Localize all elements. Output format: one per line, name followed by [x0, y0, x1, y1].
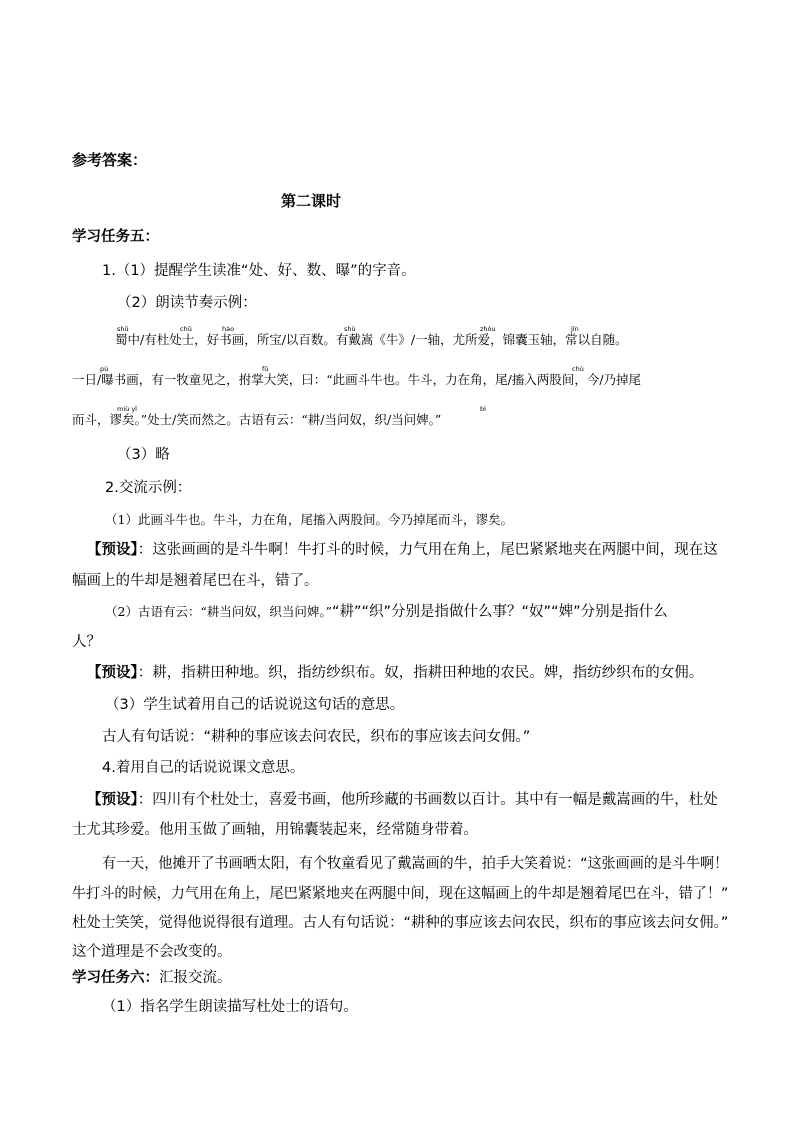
preset1-line2: 幅画上的牛却是翘着尾巴在斗，错了。	[72, 573, 319, 589]
poem-line-1: 蜀中/有杜处士，好书画，所宝/以百数。有戴嵩《牛》/一轴，尤所爱，锦囊玉轴，常以自随。	[115, 332, 628, 347]
task6-item1: （1）指名学生朗读描写杜处士的语句。	[102, 999, 358, 1015]
item2-2-quote: （2）古语有云：“耕当问奴，织当问婢。”	[105, 604, 332, 619]
pinyin-chu: chǔ	[180, 325, 192, 333]
lesson-title: 第二课时	[281, 192, 342, 210]
story-para-line4: 这个道理是不会改变的。	[72, 944, 232, 960]
pinyin-fu: fǔ	[262, 365, 269, 373]
pinyin-miu: miù yǐ	[117, 405, 137, 413]
item2-2-question: “耕”“织”分别是指做什么事？“奴”“婢”分别是指什么	[332, 604, 668, 620]
pinyin-chu2: chù	[572, 365, 584, 373]
preset4-line1	[87, 790, 718, 810]
saying-line: 古人有句话说：“耕种的事应该去问农民，织布的事应该去问女佣。”	[102, 729, 531, 745]
preset-label: 【预设】	[87, 665, 138, 681]
preset4-line2: 士尤其珍爱。他用玉做了画轴，用锦囊装起来，经常随身带着。	[72, 822, 478, 838]
preset1-line1	[87, 540, 718, 560]
story-para-line1: 有一天，他摊开了书画晒太阳，有个牧童看见了戴嵩画的牛，拍手大笑着说：“这张画画的是斗牛啊！	[102, 856, 729, 872]
task5-item2-2-cont: 人？	[72, 634, 101, 650]
answer-title: 参考答案：	[72, 151, 148, 169]
pinyin-shu: shǔ	[117, 325, 129, 333]
pinyin-jin: jǐn	[571, 325, 579, 333]
pinyin-pu: pù	[100, 365, 109, 373]
preset-label: 【预设】	[87, 792, 138, 808]
preset4-text-a: ：四川有个杜处士，喜爱书画，他所珍藏的书画数以百计。其中有一幅是戴嵩画的牛，杜处	[137, 792, 718, 808]
poem-line-2: 一日/曝书画，有一牧童见之，拊掌大笑，曰：“此画斗牛也。牛斗，力在角，尾/搐入两股间，今/乃掉尾	[72, 372, 642, 387]
pinyin-hao: hào	[222, 325, 235, 333]
task5-heading: 学习任务五：	[72, 229, 159, 245]
task5-item2-2	[105, 602, 668, 622]
task6-heading: 学习任务六：	[72, 970, 159, 986]
task5-item1-2: （2）朗读节奏示例：	[117, 295, 257, 311]
task5-item2: 2.交流示例：	[105, 480, 192, 496]
preset1-text-a: ：这张画画的是斗牛啊！牛打斗的时候，力气用在角上，尾巴紧紧地夹在两腿中间，现在这	[137, 542, 718, 558]
pinyin-zhou: zhóu	[480, 325, 496, 333]
task6-heading-rest: 汇报交流。	[159, 970, 232, 986]
preset2-line	[87, 663, 703, 683]
task5-item1-3: （3）略	[117, 447, 170, 463]
poem-line-3: 而斗，谬矣。”处士/笑而然之。古语有云：“耕/当问奴，织/当问婢。”	[72, 412, 442, 427]
story-para-line2: 牛打斗的时候，力气用在角上，尾巴紧紧地夹在两腿中间，现在这幅画上的牛却是翘着尾巴在斗，错了！”	[72, 886, 729, 902]
pinyin-shu2: shù	[344, 325, 356, 333]
task5-item2-3: （3）学生试着用自己的话说说这句话的意思。	[105, 697, 405, 713]
story-para-line3: 杜处士笑笑，觉得他说得很有道理。古人有句话说：“耕种的事应该去问农民，织布的事应该去问女佣。”	[72, 915, 729, 931]
task5-item1-1: 1.（1）提醒学生读准“处、好、数、曝”的字音。	[102, 263, 416, 279]
task5-item2-1: （1）此画斗牛也。牛斗，力在角，尾搐入两股间。今乃掉尾而斗，谬矣。	[105, 512, 513, 527]
task6-heading-line	[72, 968, 232, 988]
preset2-text: ：耕，指耕田种地。织，指纺纱织布。奴，指耕田种地的农民。婢，指纺纱织布的女佣。	[137, 665, 704, 681]
preset-label: 【预设】	[87, 542, 138, 558]
pinyin-bi: bì	[480, 405, 486, 413]
task5-item4: 4.着用自己的话说说课文意思。	[102, 760, 305, 776]
